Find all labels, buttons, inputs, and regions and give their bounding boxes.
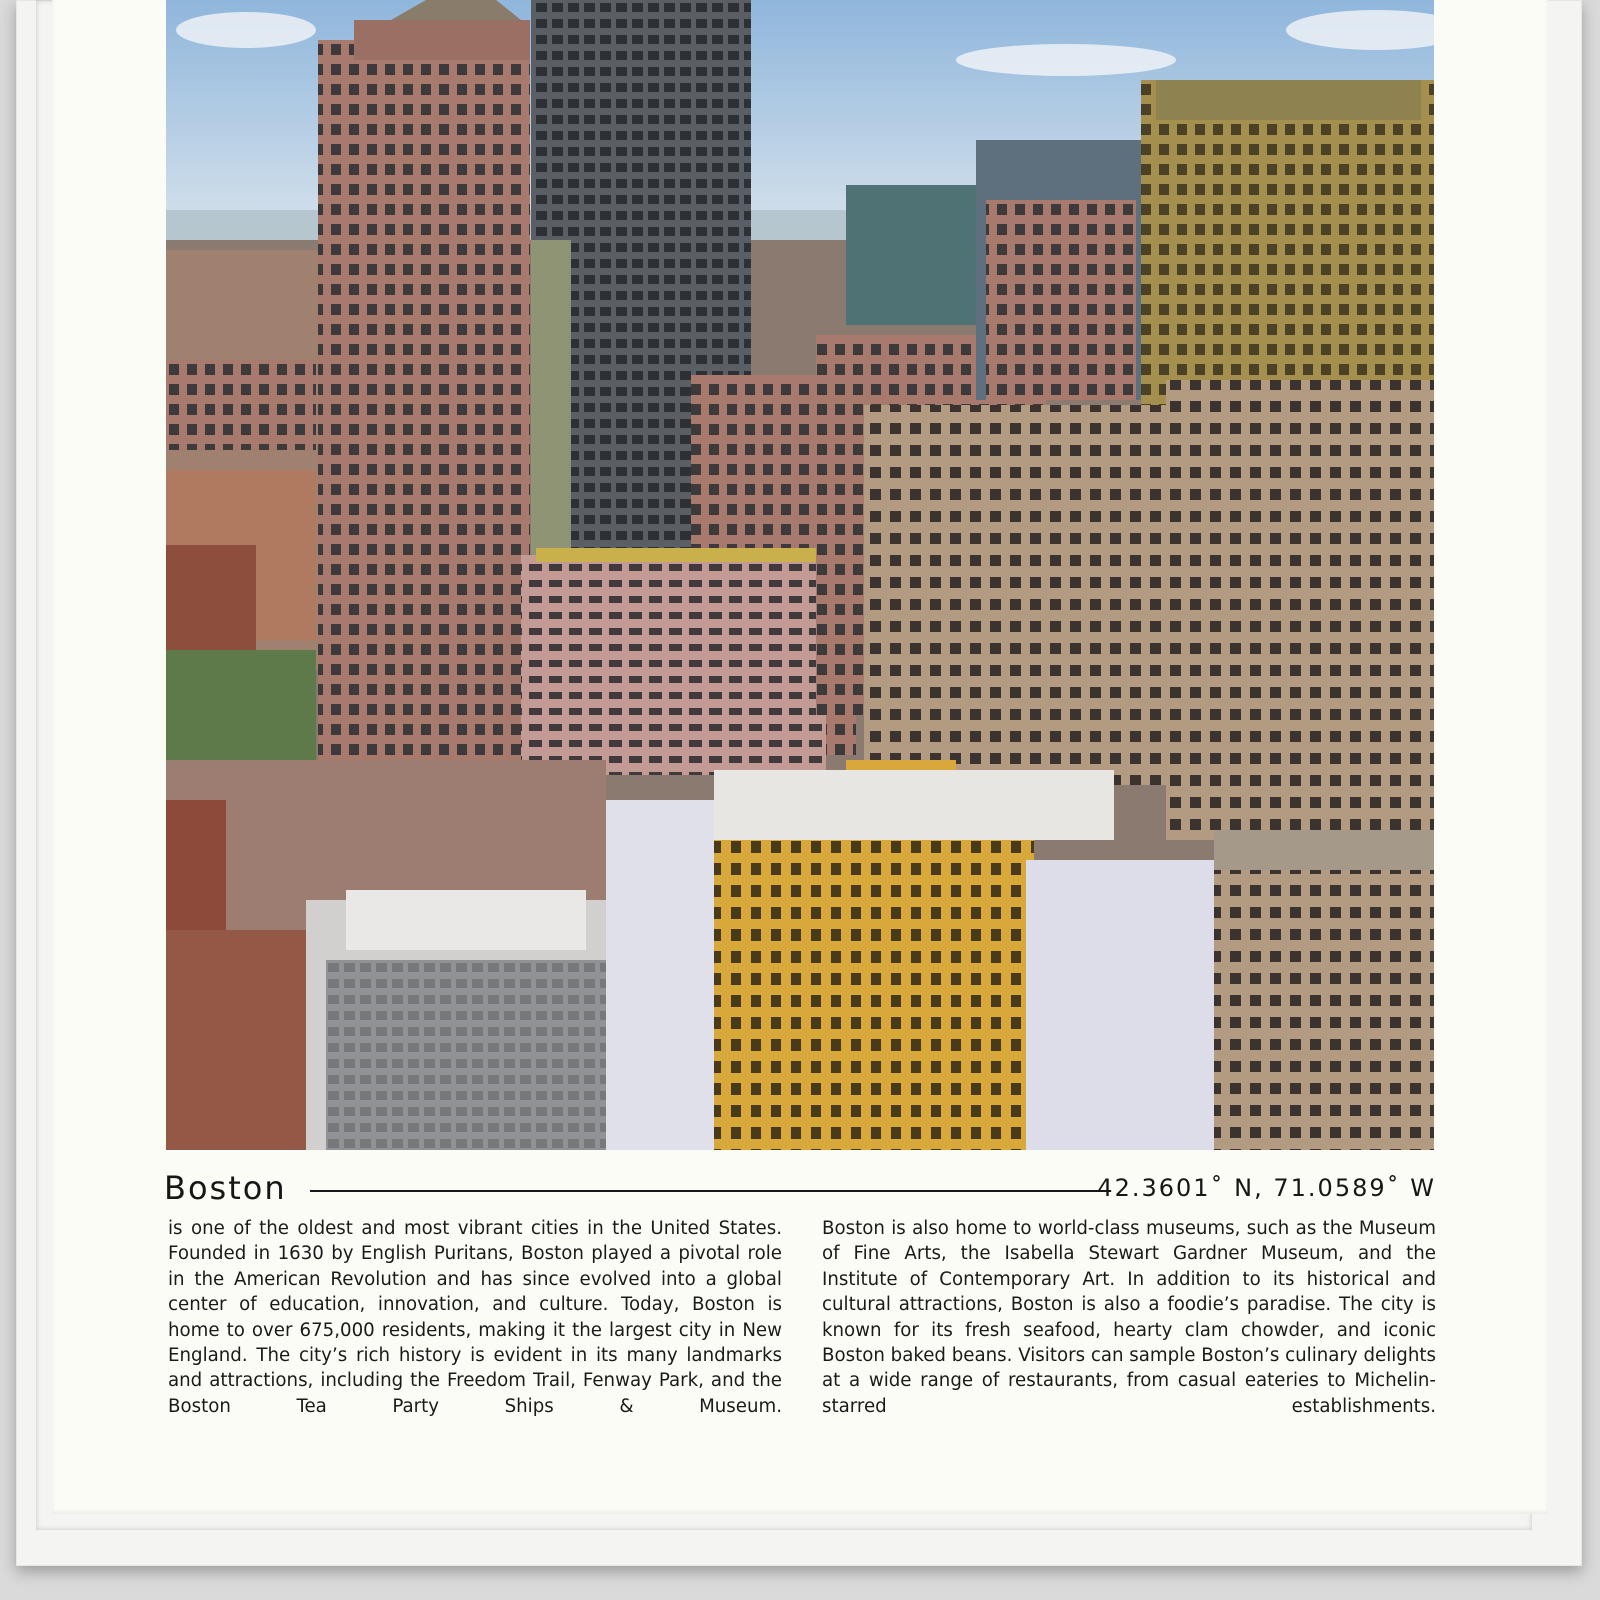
description-left-column: is one of the oldest and most vibrant cities in the United States. Founded in 1630 by English Puritans, Boston played a pivotal role in the American Revolution and has since evolved into a global center of education, innovation, and culture. Today, Boston is home to over 675,000 residents, making it the largest city in New England. The city’s rich history is evident in its many landmarks and attractions, including the Freedom Trail, Fenway Park, and the Boston Tea Party Ships & Museum. bbox=[168, 1218, 782, 1417]
olive-tower bbox=[1141, 80, 1434, 430]
divider-line bbox=[310, 1190, 1108, 1192]
title-row bbox=[164, 1166, 1436, 1210]
city-name: Boston bbox=[164, 1169, 287, 1207]
rotunda-building bbox=[521, 555, 826, 775]
white-building bbox=[606, 800, 716, 1150]
boston-skyline-painting bbox=[166, 0, 1434, 1150]
coordinates: 42.3601˚ N, 71.0589˚ W bbox=[1097, 1174, 1436, 1202]
yellow-building bbox=[714, 830, 1034, 1150]
description-right-column: Boston is also home to world-class museums, such as the Museum of Fine Arts, the Isabella Stewart Gardner Museum, and the Institute of Contemporary Art. In addition to its historical and cultural attractions, Boston is also a foodie’s paradise. The city is known for its fresh seafood, hearty clam chowder, and iconic Boston baked beans. Visitors can sample Boston’s culinary delights at a wide range of restaurants, from casual eateries to Michelin-starred establishments. bbox=[822, 1218, 1436, 1417]
round-tower bbox=[318, 40, 530, 760]
